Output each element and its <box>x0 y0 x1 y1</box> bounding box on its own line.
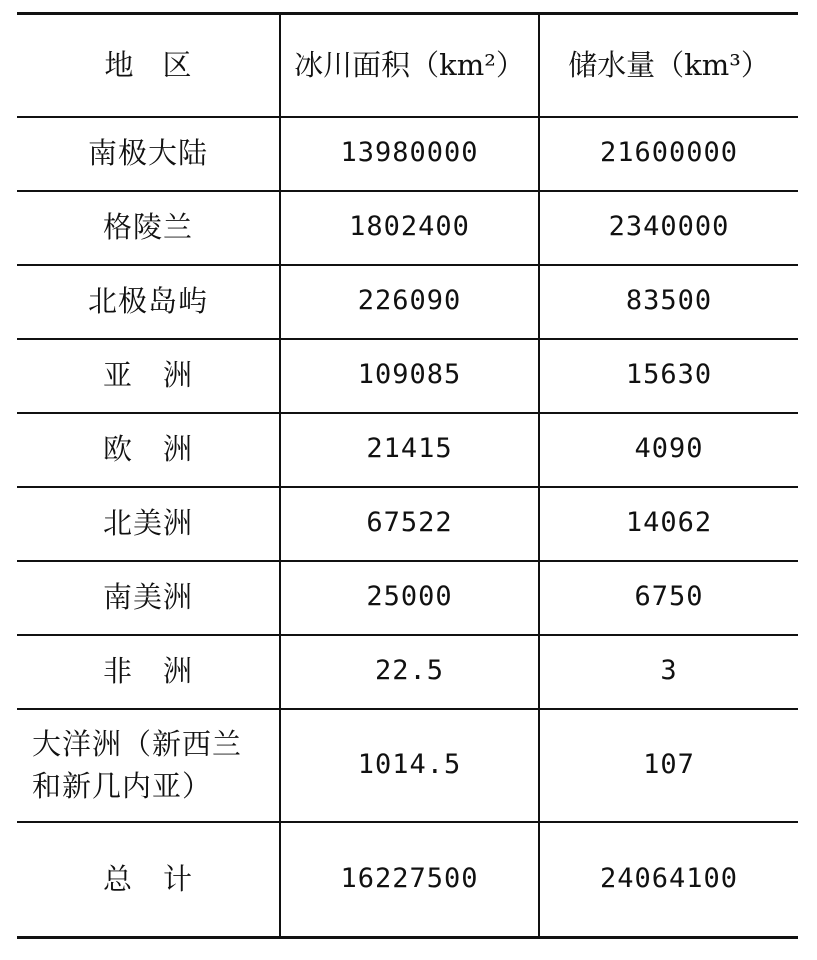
region-cell: 北美洲 <box>17 487 280 561</box>
region-cell: 欧 洲 <box>17 413 280 487</box>
area-cell: 25000 <box>280 561 539 635</box>
table-row <box>17 413 798 487</box>
table-row <box>17 339 798 413</box>
table-row <box>17 191 798 265</box>
region-cell: 格陵兰 <box>17 191 280 265</box>
total-area-cell: 16227500 <box>280 822 539 938</box>
region-cell: 非 洲 <box>17 635 280 709</box>
table-row <box>17 265 798 339</box>
volume-cell: 15630 <box>539 339 798 413</box>
area-cell: 109085 <box>280 339 539 413</box>
area-cell: 67522 <box>280 487 539 561</box>
region-cell: 亚 洲 <box>17 339 280 413</box>
total-volume-cell: 24064100 <box>539 822 798 938</box>
header-water-volume: 储水量（km³） <box>539 14 798 117</box>
area-cell: 21415 <box>280 413 539 487</box>
header-row <box>17 14 798 117</box>
table-row <box>17 635 798 709</box>
table-header <box>17 14 798 117</box>
area-cell: 226090 <box>280 265 539 339</box>
area-cell: 1802400 <box>280 191 539 265</box>
area-cell: 22.5 <box>280 635 539 709</box>
area-cell: 13980000 <box>280 117 539 191</box>
table-body <box>17 117 798 938</box>
region-cell: 南极大陆 <box>17 117 280 191</box>
volume-cell: 107 <box>539 709 798 822</box>
table-row-total <box>17 822 798 938</box>
region-cell: 北极岛屿 <box>17 265 280 339</box>
volume-cell: 21600000 <box>539 117 798 191</box>
region-cell-text: 大洋洲（新西兰和新几内亚） <box>32 726 243 803</box>
volume-cell: 14062 <box>539 487 798 561</box>
table-row <box>17 487 798 561</box>
volume-cell: 3 <box>539 635 798 709</box>
total-label-cell: 总 计 <box>17 822 280 938</box>
volume-cell: 83500 <box>539 265 798 339</box>
header-glacier-area: 冰川面积（km²） <box>280 14 539 117</box>
glacier-data-table <box>17 12 798 939</box>
area-cell: 1014.5 <box>280 709 539 822</box>
region-cell <box>17 709 280 822</box>
volume-cell: 6750 <box>539 561 798 635</box>
table-row <box>17 561 798 635</box>
table-row <box>17 709 798 822</box>
header-region: 地 区 <box>17 14 280 117</box>
region-cell: 南美洲 <box>17 561 280 635</box>
volume-cell: 2340000 <box>539 191 798 265</box>
volume-cell: 4090 <box>539 413 798 487</box>
table-row <box>17 117 798 191</box>
